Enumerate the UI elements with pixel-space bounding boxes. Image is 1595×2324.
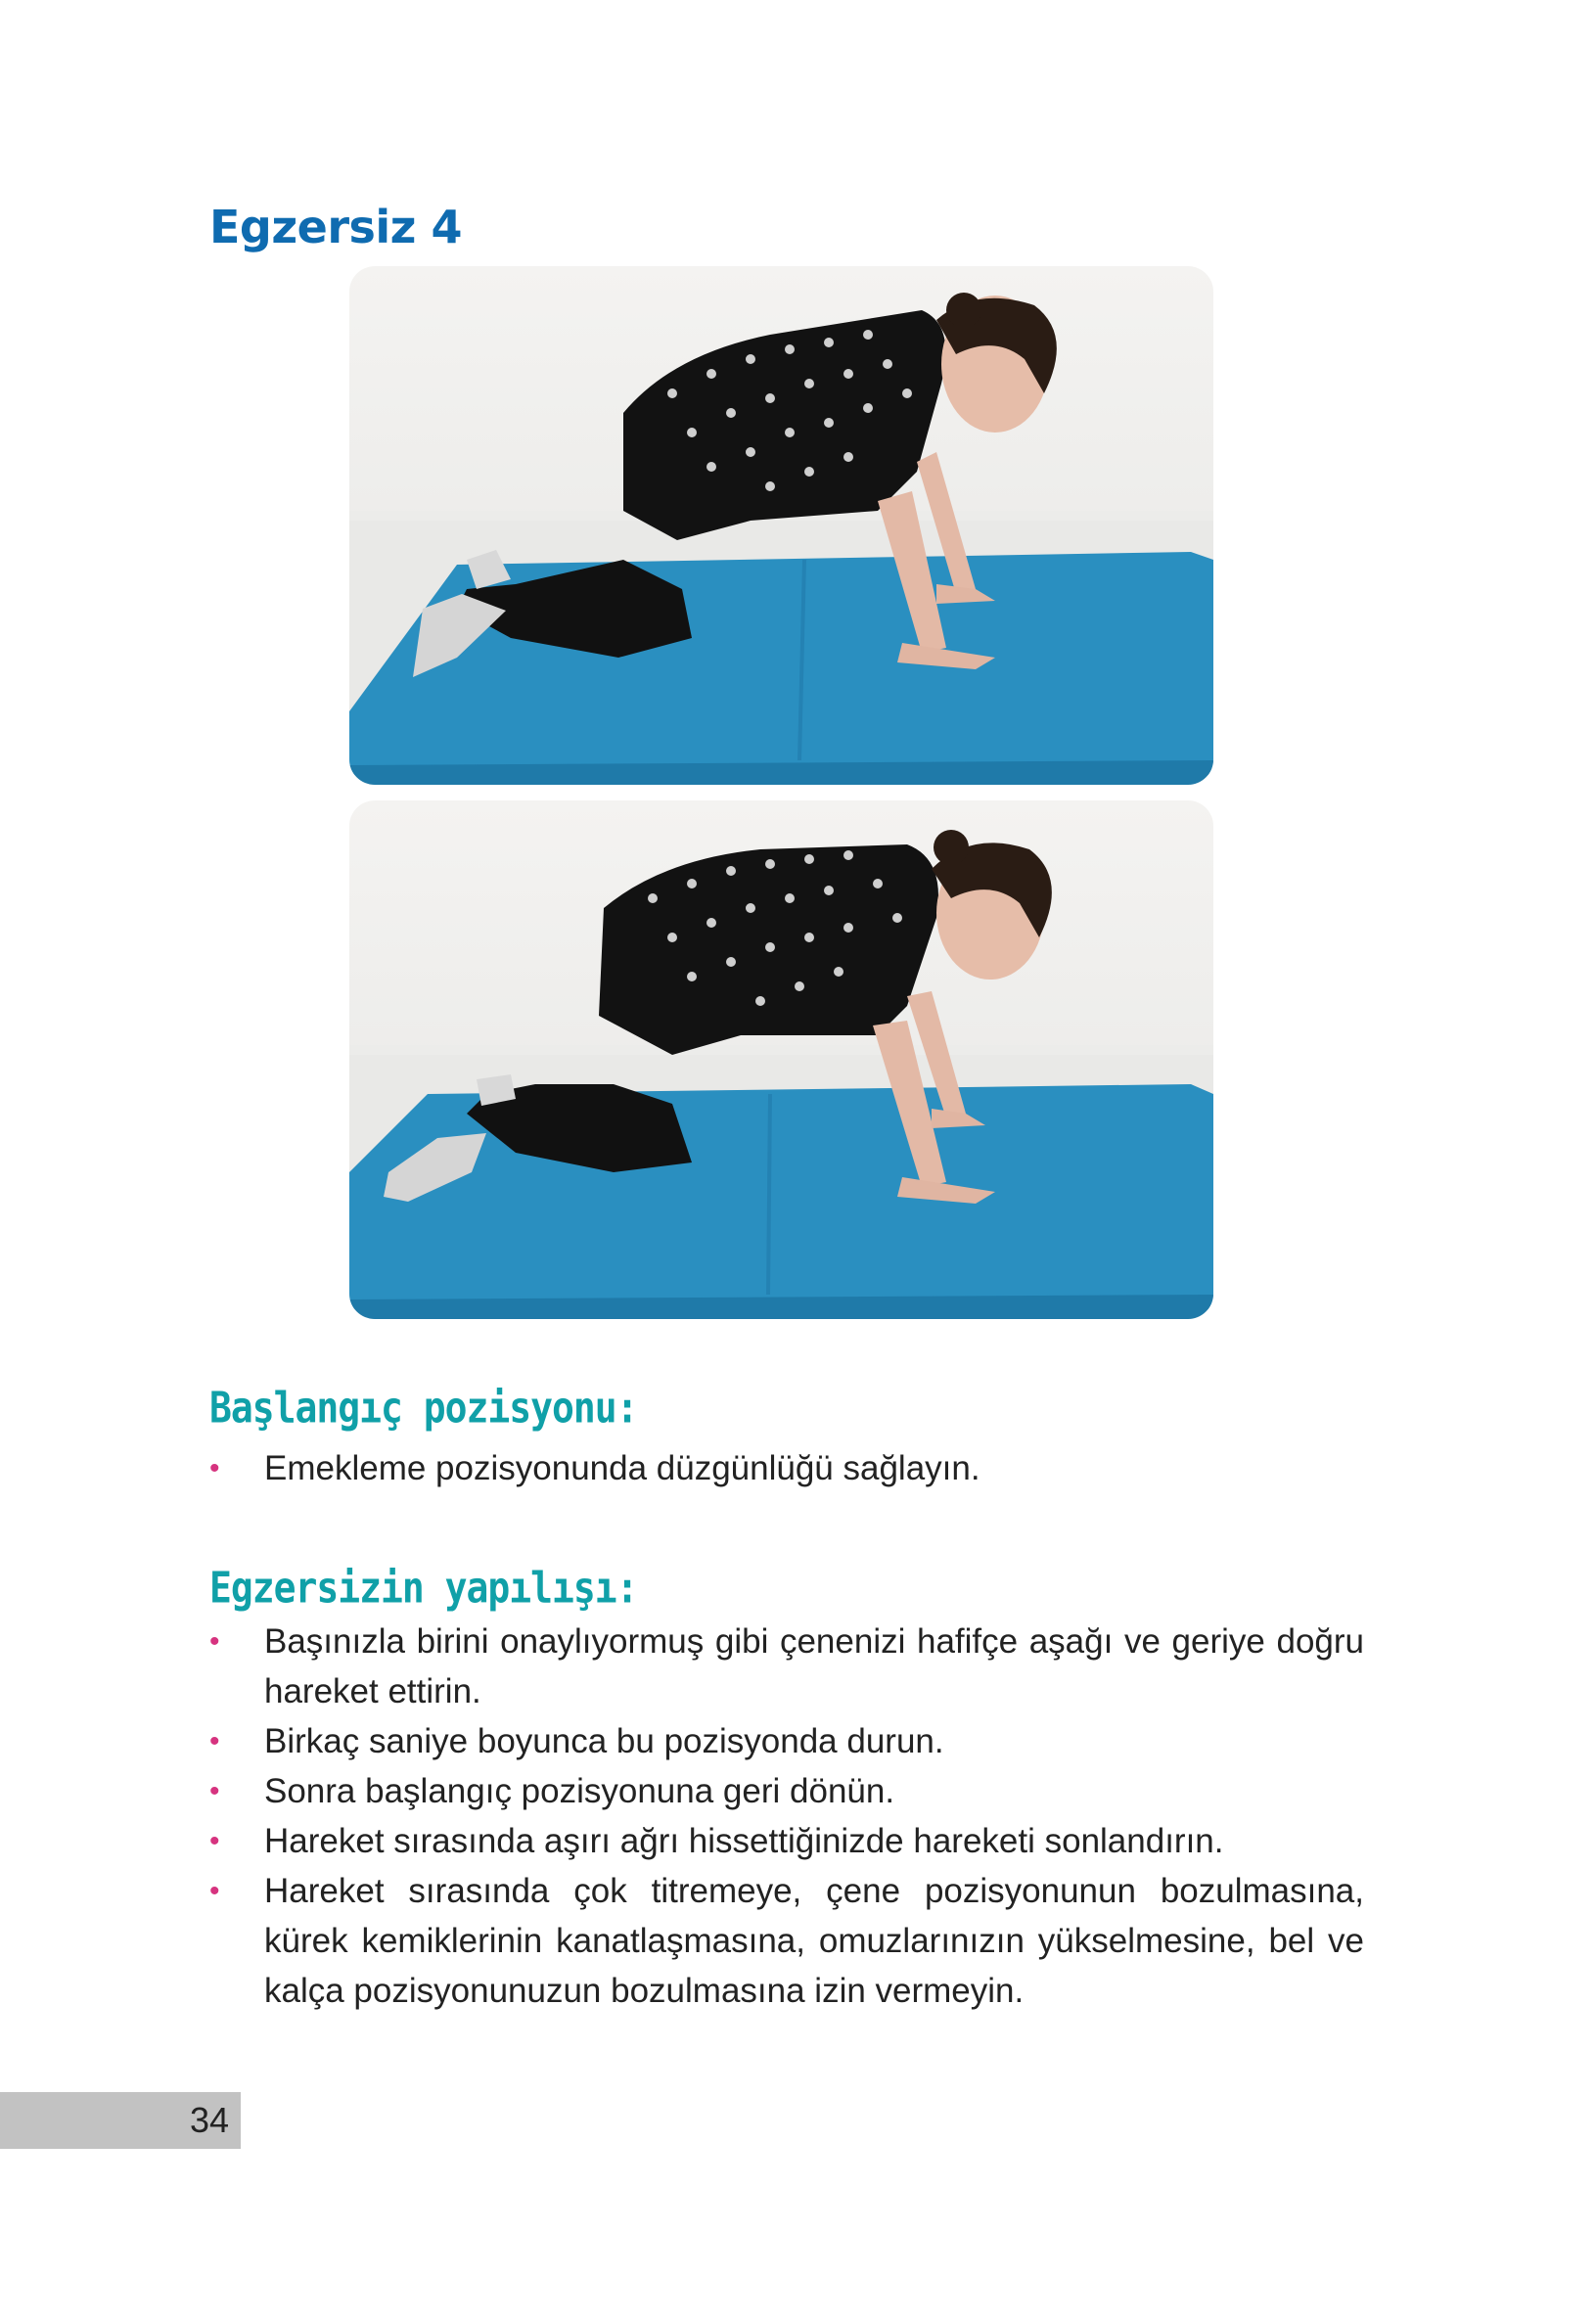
bullet-icon: •: [209, 1875, 220, 1907]
list-item: • Başınızla birini onaylıyormuş gibi çenenizi hafifçe aşağı ve geriye doğru hareket ettirin.: [209, 1617, 1364, 1716]
list-item: • Sonra başlangıç pozisyonuna geri dönün.: [209, 1766, 1364, 1816]
start-position-list: [209, 1443, 1364, 1493]
bullet-icon: •: [209, 1625, 220, 1658]
exercise-steps-list: [209, 1617, 1364, 2016]
bullet-icon: •: [209, 1725, 220, 1757]
section-heading-exercise-steps: Egzersizin yapılışı:: [209, 1563, 638, 1613]
bullet-icon: •: [209, 1775, 220, 1807]
list-item: • Hareket sırasında aşırı ağrı hissettiğinizde hareketi sonlandırın.: [209, 1816, 1364, 1866]
exercise-photo-start: [349, 266, 1213, 785]
page-number: 34: [189, 2100, 229, 2140]
exercise-photo-end: [349, 800, 1213, 1319]
page-number-tab: [0, 2092, 241, 2149]
section-heading-start-position: Başlangıç pozisyonu:: [209, 1383, 638, 1433]
bullet-icon: •: [209, 1452, 220, 1484]
list-item: • Emekleme pozisyonunda düzgünlüğü sağlayın.: [209, 1443, 1364, 1493]
exercise-title: Egzersiz 4: [209, 201, 462, 253]
list-item: • Hareket sırasında çok titremeye, çene pozisyonunun bozulmasına, kürek kemiklerinin kanatlaşmasına, omuzlarınızın yükselmesine, bel ve kalça pozisyonunuzun bozulmasına izin vermeyin.: [209, 1866, 1364, 2016]
bullet-icon: •: [209, 1825, 220, 1857]
list-item: • Birkaç saniye boyunca bu pozisyonda durun.: [209, 1716, 1364, 1766]
